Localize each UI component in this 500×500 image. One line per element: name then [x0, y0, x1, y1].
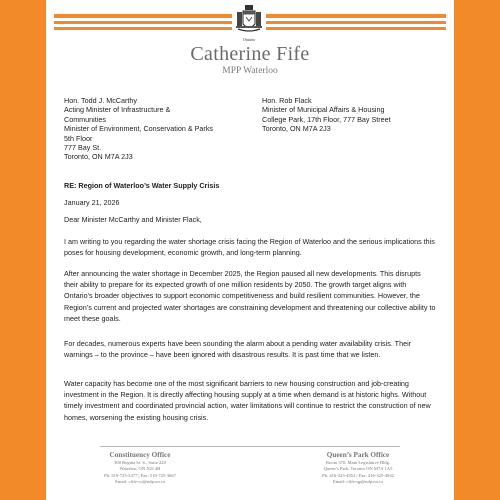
address-line: Toronto, ON M7A 2J3	[64, 152, 133, 162]
address-line: 5th Floor	[64, 133, 93, 143]
office-line: Ph: 416-325-4952 | Fax: 416-325-4942	[322, 472, 394, 478]
address-line: College Park, 17th Floor, 777 Bay Street	[262, 114, 391, 124]
office-title: Constituency Office	[109, 451, 171, 459]
letter-paragraph: Water capacity has become one of the most significant barriers to new housing construction and job-creating investment in the Region. It is directly affecting housing supply at a time when demand is at historic highs. Without timely investment and coordinated provincial action, water limitations will continue to restrict the construction of new homes, worsening the existing housing crisis.	[64, 379, 431, 422]
office-email[interactable]: Email: cfife-qp@ndp.on.ca	[332, 478, 384, 484]
crest-icon	[232, 4, 266, 38]
office-line: Waterloo, ON N2J 4H	[119, 466, 161, 472]
address-line: Minister of Municipal Affairs & Housing	[262, 105, 385, 115]
office-line: 300 Regina St. S., Suite 220	[114, 460, 166, 465]
address-line: Hon. Todd J. McCarthy	[64, 96, 137, 105]
letter-page	[46, 0, 454, 500]
recipient-address-right	[262, 96, 442, 134]
constituency-office-info	[50, 450, 230, 485]
office-line: Ph: 519-725-3477 | Fax: 519-725-3667	[104, 472, 176, 478]
address-line: Hon. Rob Flack	[262, 96, 312, 105]
letter-salutation: Dear Minister McCarthy and Minister Flack,	[64, 215, 202, 224]
recipient-address-left	[64, 96, 240, 162]
address-line: 777 Bay St.	[64, 143, 102, 153]
address-line: Acting Minister of Infrastructure &	[64, 105, 171, 115]
office-title: Queen’s Park Office	[326, 451, 390, 459]
address-line: Minister of Environment, Conservation & Parks	[64, 124, 214, 134]
letter-paragraph: For decades, numerous experts have been sounding the alarm about a pending water availability crisis. Their warnings – to the province – have been ignored with disastrous results. It is past time that we listen.	[64, 339, 412, 360]
mpp-title: MPP Waterloo	[222, 66, 278, 76]
ontario-crest-logo	[232, 4, 266, 44]
office-email[interactable]: Email: cfife-co@ndp.on.ca	[115, 478, 165, 484]
office-line: Room 370, Main Legislative Bldg.	[325, 460, 391, 465]
letter-date: January 21, 2026	[64, 198, 120, 207]
address-line: Communities	[64, 114, 106, 124]
mpp-name: Catherine Fife	[190, 43, 310, 65]
footer-divider	[100, 446, 400, 447]
letter-paragraph: After announcing the water shortage in December 2025, the Region paused all new developments. This disrupts their ability to prepare for its expected growth of one million residents by 2050. The growth target aligns with Ontario’s broader objectives to support economic competitiveness and build resilient communities. However, the Region’s current and projected water shortages are constraining development and threatening our collective ability to meet these goals.	[64, 269, 436, 323]
office-line: Queen’s Park, Toronto ON M7A 1A5	[323, 466, 393, 472]
letter-paragraph: I am writing to you regarding the water shortage crisis facing the Region of Waterloo and the serious implications this poses for housing development, economic growth, and long-term planning.	[64, 237, 435, 258]
queens-park-office-info	[268, 450, 448, 485]
letter-subject: RE: Region of Waterloo’s Water Supply Crisis	[64, 181, 220, 190]
crest-label: Ontario	[242, 37, 256, 42]
address-line: Toronto, ON M7A 2J3	[262, 124, 331, 134]
